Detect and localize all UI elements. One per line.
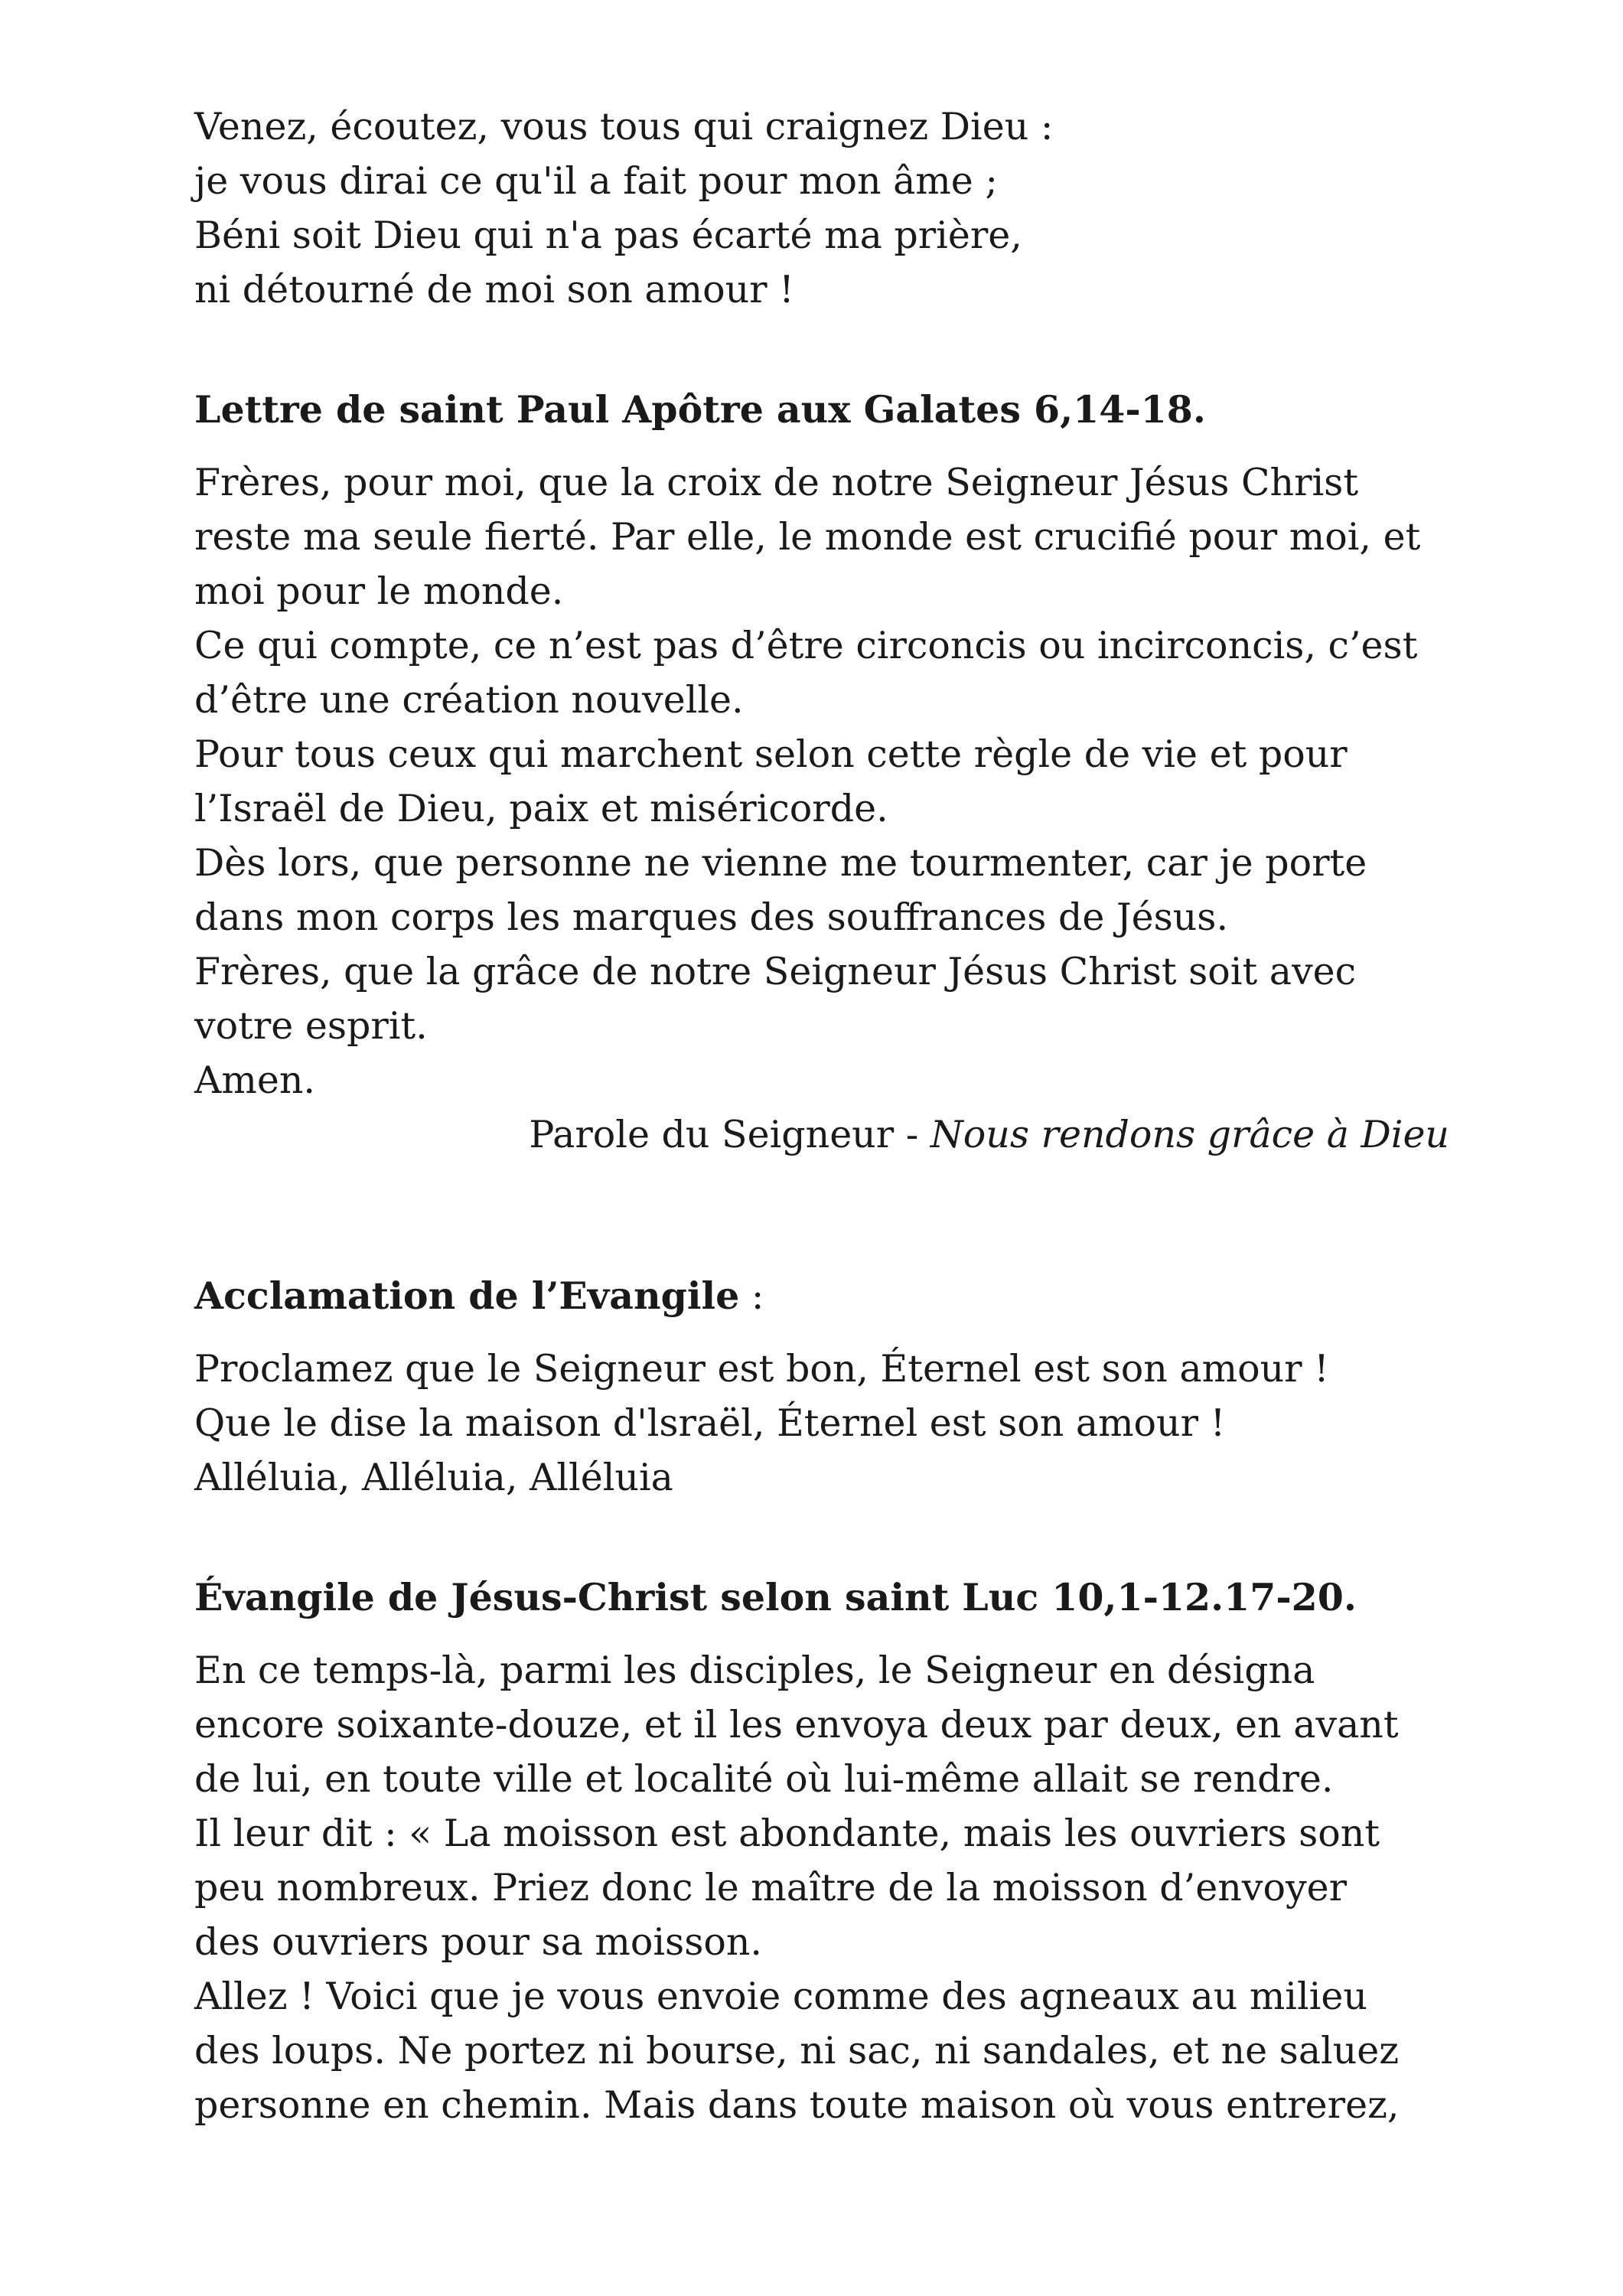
reading-response [194, 1107, 1449, 1162]
gospel-line: Il leur dit : « La moisson est abondante, mais les ouvriers sont [194, 1812, 1380, 1855]
gospel-line: des ouvriers pour sa moisson. [194, 1920, 762, 1964]
gospel-line: En ce temps-là, parmi les disciples, le Seigneur en désigna [194, 1649, 1315, 1692]
gospel-line: peu nombreux. Priez donc le maître de la moisson d’envoyer [194, 1866, 1348, 1910]
gospel-line: de lui, en toute ville et localité où lui-même allait se rendre. [194, 1757, 1334, 1801]
document-page [194, 99, 1449, 2132]
reading-line: votre esprit. [194, 1004, 428, 1048]
acclamation-line: Que le dise la maison d'lsraël, Éternel est son amour ! [194, 1401, 1226, 1445]
reading-line: moi pour le monde. [194, 569, 564, 613]
second-reading [194, 383, 1449, 1162]
gospel-reading [194, 1570, 1449, 2132]
acclamation-line: Alléluia, Alléluia, Alléluia [194, 1456, 673, 1499]
acclamation-heading-suffix: : [739, 1274, 764, 1318]
gospel-line: des loups. Ne portez ni bourse, ni sac, ni sandales, et ne saluez [194, 2029, 1400, 2073]
reading-line: Pour tous ceux qui marchent selon cette règle de vie et pour [194, 732, 1348, 776]
reading-line: l’Israël de Dieu, paix et miséricorde. [194, 787, 888, 830]
gospel-line: encore soixante-douze, et il les envoya deux par deux, en avant [194, 1703, 1399, 1746]
reading-line: Frères, pour moi, que la croix de notre Seigneur Jésus Christ [194, 461, 1359, 504]
psalm-line: je vous dirai ce qu'il a fait pour mon âme ; [194, 159, 998, 203]
reading-line: Amen. [194, 1058, 315, 1102]
psalm-line: ni détourné de moi son amour ! [194, 268, 794, 311]
reading-line: Frères, que la grâce de notre Seigneur Jésus Christ soit avec [194, 950, 1357, 993]
reading-line: dans mon corps les marques des souffrances de Jésus. [194, 895, 1229, 939]
gospel-acclamation [194, 1269, 1449, 1505]
reading-line: reste ma seule fierté. Par elle, le monde est crucifié pour moi, et [194, 515, 1421, 559]
reading-line: d’être une création nouvelle. [194, 678, 744, 722]
psalm-line: Béni soit Dieu qui n'a pas écarté ma prière, [194, 214, 1022, 257]
gospel-line: personne en chemin. Mais dans toute maison où vous entrerez, [194, 2083, 1400, 2127]
response-italic: Nous rendons grâce à Dieu [930, 1113, 1449, 1156]
response-prefix: Parole du Seigneur - [529, 1113, 930, 1156]
acclamation-heading-line [194, 1269, 1449, 1323]
psalm-verses [194, 99, 1449, 317]
second-reading-heading: Lettre de saint Paul Apôtre aux Galates 6,14-18. [194, 387, 1206, 432]
reading-line: Dès lors, que personne ne vienne me tourmenter, car je porte [194, 841, 1367, 885]
acclamation-heading: Acclamation de l’Evangile [194, 1274, 740, 1318]
gospel-heading: Évangile de Jésus-Christ selon saint Luc 10,1-12.17-20. [194, 1575, 1357, 1619]
psalm-line: Venez, écoutez, vous tous qui craignez Dieu : [194, 105, 1054, 148]
acclamation-line: Proclamez que le Seigneur est bon, Éternel est son amour ! [194, 1347, 1329, 1391]
gospel-line: Allez ! Voici que je vous envoie comme des agneaux au milieu [194, 1975, 1367, 2018]
reading-line: Ce qui compte, ce n’est pas d’être circoncis ou incirconcis, c’est [194, 624, 1418, 667]
